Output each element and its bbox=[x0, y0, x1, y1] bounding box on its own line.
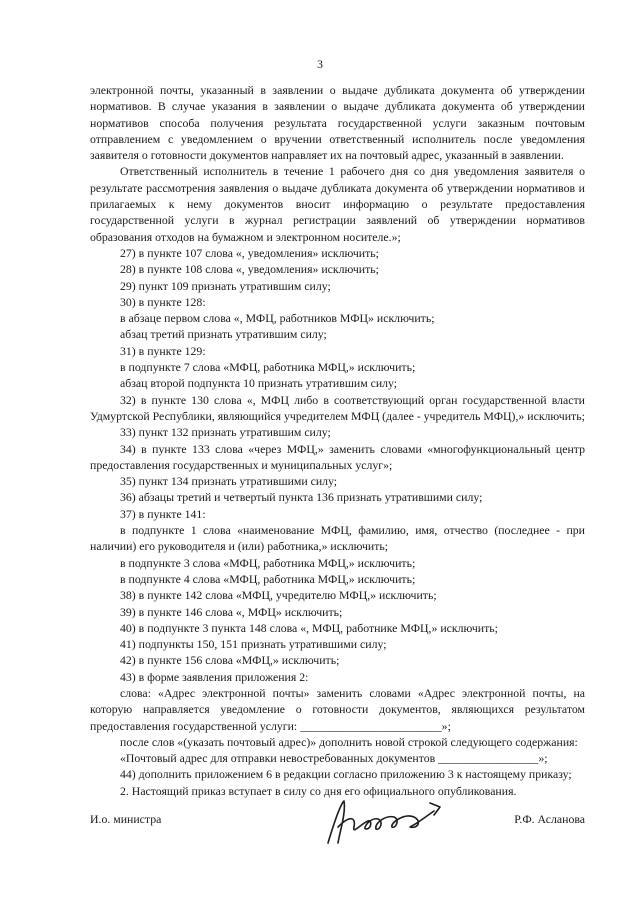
paragraph: 35) пункт 134 признать утратившими силу; bbox=[120, 474, 338, 489]
page-number: 3 bbox=[317, 57, 323, 71]
paragraph: 32) в пункте 130 слова «, МФЦ либо в соответствующий орган государственной власти Удмуртской Республики, являющийся учредителем МФЦ (далее - учредитель МФЦ),» исключить; bbox=[90, 392, 585, 423]
paragraph: 31) в пункте 129: bbox=[120, 343, 206, 358]
paragraph: в подпункте 4 слова «МФЦ, работника МФЦ,» исключить; bbox=[120, 571, 416, 586]
paragraph: нормативов способа получения результата государственной услуги заказным почтовым bbox=[90, 115, 585, 130]
paragraph: 37) в пункте 141: bbox=[120, 506, 206, 521]
paragraph: 29) пункт 109 признать утратившим силу; bbox=[120, 278, 331, 293]
paragraph: 43) в форме заявления приложения 2: bbox=[120, 669, 309, 684]
handwritten-signature-icon bbox=[310, 793, 460, 853]
paragraph: нормативов. В случае указания в заявлении о выдаче дубликата документа об утверждении bbox=[90, 99, 585, 114]
paragraph: абзац второй подпункта 10 признать утратившим силу; bbox=[120, 376, 398, 391]
signer-position: И.о. министра bbox=[90, 812, 162, 826]
document-body bbox=[90, 82, 585, 799]
paragraph: 39) в пункте 146 слова «, МФЦ» исключить; bbox=[120, 604, 343, 619]
paragraph: отправлением с уведомлением о вручении ответственный исполнитель после уведомления bbox=[90, 131, 585, 146]
paragraph: 33) пункт 132 признать утратившим силу; bbox=[120, 425, 331, 440]
paragraph: электронной почты, указанный в заявлении о выдаче дубликата документа об утверждении bbox=[90, 83, 585, 97]
paragraph: 40) в подпункте 3 пункта 148 слова «, МФЦ, работнике МФЦ,» исключить; bbox=[120, 620, 498, 635]
paragraph: после слов «(указать почтовый адрес)» дополнить новой строкой следующего содержания: bbox=[120, 734, 578, 749]
paragraph: 44) дополнить приложением 6 в редакции согласно приложению 3 к настоящему приказу; bbox=[120, 767, 572, 782]
paragraph: заявителя о готовности документов направляет их на почтовый адрес, указанный в заявлении. bbox=[90, 148, 564, 163]
paragraph: в подпункте 3 слова «МФЦ, работника МФЦ,» исключить; bbox=[120, 555, 416, 570]
paragraph: в подпункте 7 слова «МФЦ, работника МФЦ,» исключить; bbox=[120, 360, 416, 375]
paragraph: абзац третий признать утратившим силу; bbox=[120, 327, 327, 342]
paragraph: 30) в пункте 128: bbox=[120, 294, 206, 309]
paragraph: Ответственный исполнитель в течение 1 рабочего дня со дня уведомления заявителя о результате рассмотрения заявления о выдаче дубликата документа об утверждении нормативов и прилагаемых к нему документов вносит информацию о результате предоставления государственной услуги в журнал регистрации заявлений об утверждении нормативов образования отходов на бумажном и электронном носителе.»; bbox=[90, 164, 585, 244]
paragraph: в подпункте 1 слова «наименование МФЦ, фамилию, имя, отчество (последнее - при наличии) его руководителя и (или) работника,» исключить; bbox=[90, 523, 585, 554]
paragraph: 41) подпункты 150, 151 признать утратившими силу; bbox=[120, 637, 387, 652]
signature-block bbox=[90, 805, 585, 845]
paragraph: 36) абзацы третий и четвертый пункта 136 признать утратившими силу; bbox=[120, 490, 483, 505]
paragraph: слова: «Адрес электронной почты» заменить словами «Адрес электронной почты, на которую направляется уведомление о готовности документов, являющихся результатом предоставления государственной услуги: ________________________»; bbox=[90, 685, 585, 733]
paragraph: 2. Настоящий приказ вступает в силу со дня его официального опубликования. bbox=[120, 783, 517, 798]
paragraph: 34) в пункте 133 слова «через МФЦ,» заменить словами «многофункциональный центр предоставления государственных и муниципальных услуг»; bbox=[90, 441, 585, 472]
paragraph: 38) в пункте 142 слова «МФЦ, учредителю МФЦ,» исключить; bbox=[120, 588, 437, 603]
paragraph: в абзаце первом слова «, МФЦ, работников МФЦ» исключить; bbox=[120, 311, 435, 326]
paragraph: 42) в пункте 156 слова «МФЦ,» исключить; bbox=[120, 653, 340, 668]
paragraph: «Почтовый адрес для отправки невостребованных документов _________________»; bbox=[120, 751, 548, 766]
paragraph: 28) в пункте 108 слова «, уведомления» исключить; bbox=[120, 262, 379, 277]
signer-name: Р.Ф. Асланова bbox=[514, 812, 585, 826]
paragraph: 27) в пункте 107 слова «, уведомления» исключить; bbox=[120, 245, 379, 260]
